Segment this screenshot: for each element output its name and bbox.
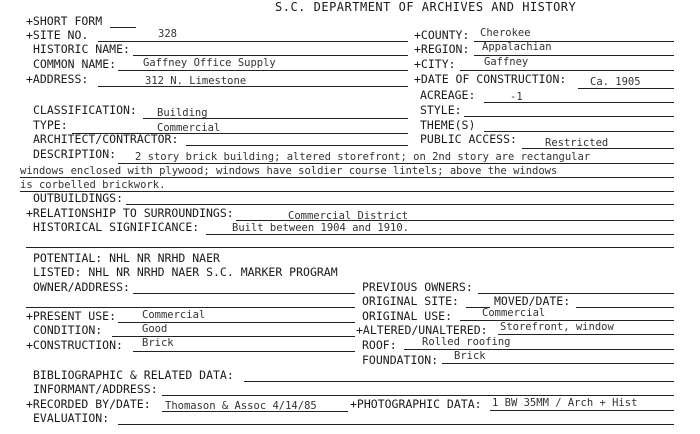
foundation-label: FOUNDATION: xyxy=(362,353,439,367)
foundation-value: Brick xyxy=(454,350,486,362)
architect-label: ARCHITECT/CONTRACTOR: xyxy=(33,132,179,146)
original-site-label: ORIGINAL SITE: xyxy=(362,294,459,308)
classification-line xyxy=(143,118,408,119)
evaluation-line xyxy=(118,424,674,425)
address-value: 312 N. Limestone xyxy=(145,75,247,87)
roof-line xyxy=(404,349,674,350)
description-line-3: is corbelled brickwork. xyxy=(20,179,166,191)
historic-name-line xyxy=(133,55,408,56)
roof-value: Rolled roofing xyxy=(422,336,511,348)
construction-value: Brick xyxy=(142,337,174,349)
style-label: STYLE: xyxy=(420,103,462,117)
altered-label: +ALTERED/UNALTERED: xyxy=(356,323,488,337)
potential-label: POTENTIAL: NHL NR NRHD NAER xyxy=(33,251,220,265)
altered-line xyxy=(498,334,674,335)
condition-value: Good xyxy=(142,323,168,335)
relationship-label: +RELATIONSHIP TO SURROUNDINGS: xyxy=(26,206,234,220)
recorded-by-line xyxy=(162,411,348,412)
address-line xyxy=(98,86,408,87)
owner-address-line xyxy=(133,293,355,294)
evaluation-label: EVALUATION: xyxy=(33,411,110,425)
original-use-value: Commercial xyxy=(482,307,546,319)
historic-name-label: HISTORIC NAME: xyxy=(33,42,130,56)
classification-value: Building xyxy=(157,107,208,119)
description-underline-1 xyxy=(118,163,674,164)
form-header: S.C. DEPARTMENT OF ARCHIVES AND HISTORY xyxy=(275,0,577,14)
construction-label: +CONSTRUCTION: xyxy=(26,338,123,352)
site-no-label: +SITE NO. xyxy=(26,28,89,42)
foundation-line xyxy=(442,363,674,364)
site-no-value: 328 xyxy=(158,28,177,40)
significance-line xyxy=(206,234,674,235)
county-label: +COUNTY: xyxy=(414,28,470,42)
outbuildings-line xyxy=(126,204,674,205)
previous-owners-label: PREVIOUS OWNERS: xyxy=(362,280,473,294)
description-label: DESCRIPTION: xyxy=(33,147,117,161)
city-value: Gaffney xyxy=(484,56,529,68)
site-no-line xyxy=(98,41,408,42)
bibliographic-label: BIBLIOGRAPHIC & RELATED DATA: xyxy=(33,368,234,382)
relationship-line xyxy=(236,220,674,221)
classification-label: CLASSIFICATION: xyxy=(33,103,137,117)
type-value: Commercial xyxy=(157,122,221,134)
significance-label: HISTORICAL SIGNIFICANCE: xyxy=(33,220,200,234)
region-value: Appalachian xyxy=(482,41,552,53)
recorded-by-label: +RECORDED BY/DATE: xyxy=(26,397,151,411)
date-construction-value: Ca. 1905 xyxy=(590,76,641,88)
region-label: +REGION: xyxy=(414,42,470,56)
public-access-line xyxy=(522,148,674,149)
relationship-value: Commercial District xyxy=(288,210,409,222)
significance-value: Built between 1904 and 1910. xyxy=(232,222,410,234)
owner-address-line-2 xyxy=(26,307,355,308)
moved-date-line xyxy=(576,307,674,308)
acreage-label: ACREAGE: xyxy=(420,88,476,102)
present-use-value: Commercial xyxy=(142,309,206,321)
architect-line xyxy=(186,145,408,146)
themes-label: THEME(S) xyxy=(420,118,476,132)
type-label: TYPE: xyxy=(33,118,68,132)
common-name-value: Gaffney Office Supply xyxy=(143,57,276,69)
recorded-by-value: Thomason & Assoc 4/14/85 xyxy=(165,400,317,412)
outbuildings-label: OUTBUILDINGS: xyxy=(33,191,124,205)
roof-label: ROOF: xyxy=(362,338,397,352)
common-name-label: COMMON NAME: xyxy=(33,57,117,71)
public-access-value: Restricted xyxy=(545,137,609,149)
acreage-value: -1 xyxy=(510,91,523,103)
description-line-2: windows enclosed with plywood; windows have soldier course lintels; above the windows xyxy=(20,165,558,177)
owner-address-label: OWNER/ADDRESS: xyxy=(33,280,130,294)
date-construction-line xyxy=(578,88,674,89)
original-use-label: ORIGINAL USE: xyxy=(362,309,453,323)
significance-line-2 xyxy=(26,247,674,248)
moved-date-label: MOVED/DATE: xyxy=(494,294,571,308)
style-line xyxy=(464,116,674,117)
description-underline-2 xyxy=(20,177,674,178)
photographic-value: 1 BW 35MM / Arch + Hist xyxy=(492,397,638,409)
altered-value: Storefront, window xyxy=(500,321,614,333)
description-line-1: 2 story brick building; altered storefront; on 2nd story are rectangular xyxy=(135,151,591,163)
city-label: +CITY: xyxy=(414,57,456,71)
listed-label: LISTED: NHL NR NRHD NAER S.C. MARKER PROGRAM xyxy=(33,265,338,279)
county-value: Cherokee xyxy=(480,27,531,39)
address-label: +ADDRESS: xyxy=(26,72,89,86)
acreage-line xyxy=(484,102,674,103)
photographic-line xyxy=(490,410,674,411)
common-name-line xyxy=(118,70,408,71)
short-form-label: +SHORT FORM xyxy=(26,14,103,28)
condition-label: CONDITION: xyxy=(33,323,103,337)
short-form-line xyxy=(110,27,136,28)
construction-line xyxy=(133,351,355,352)
present-use-label: +PRESENT USE: xyxy=(26,309,117,323)
informant-line xyxy=(162,395,674,396)
bibliographic-line xyxy=(244,381,674,382)
date-construction-label: +DATE OF CONSTRUCTION: xyxy=(414,72,567,86)
public-access-label: PUBLIC ACCESS: xyxy=(420,132,517,146)
city-line xyxy=(460,70,674,71)
photographic-label: +PHOTOGRAPHIC DATA: xyxy=(350,397,482,411)
informant-label: INFORMANT/ADDRESS: xyxy=(33,382,158,396)
